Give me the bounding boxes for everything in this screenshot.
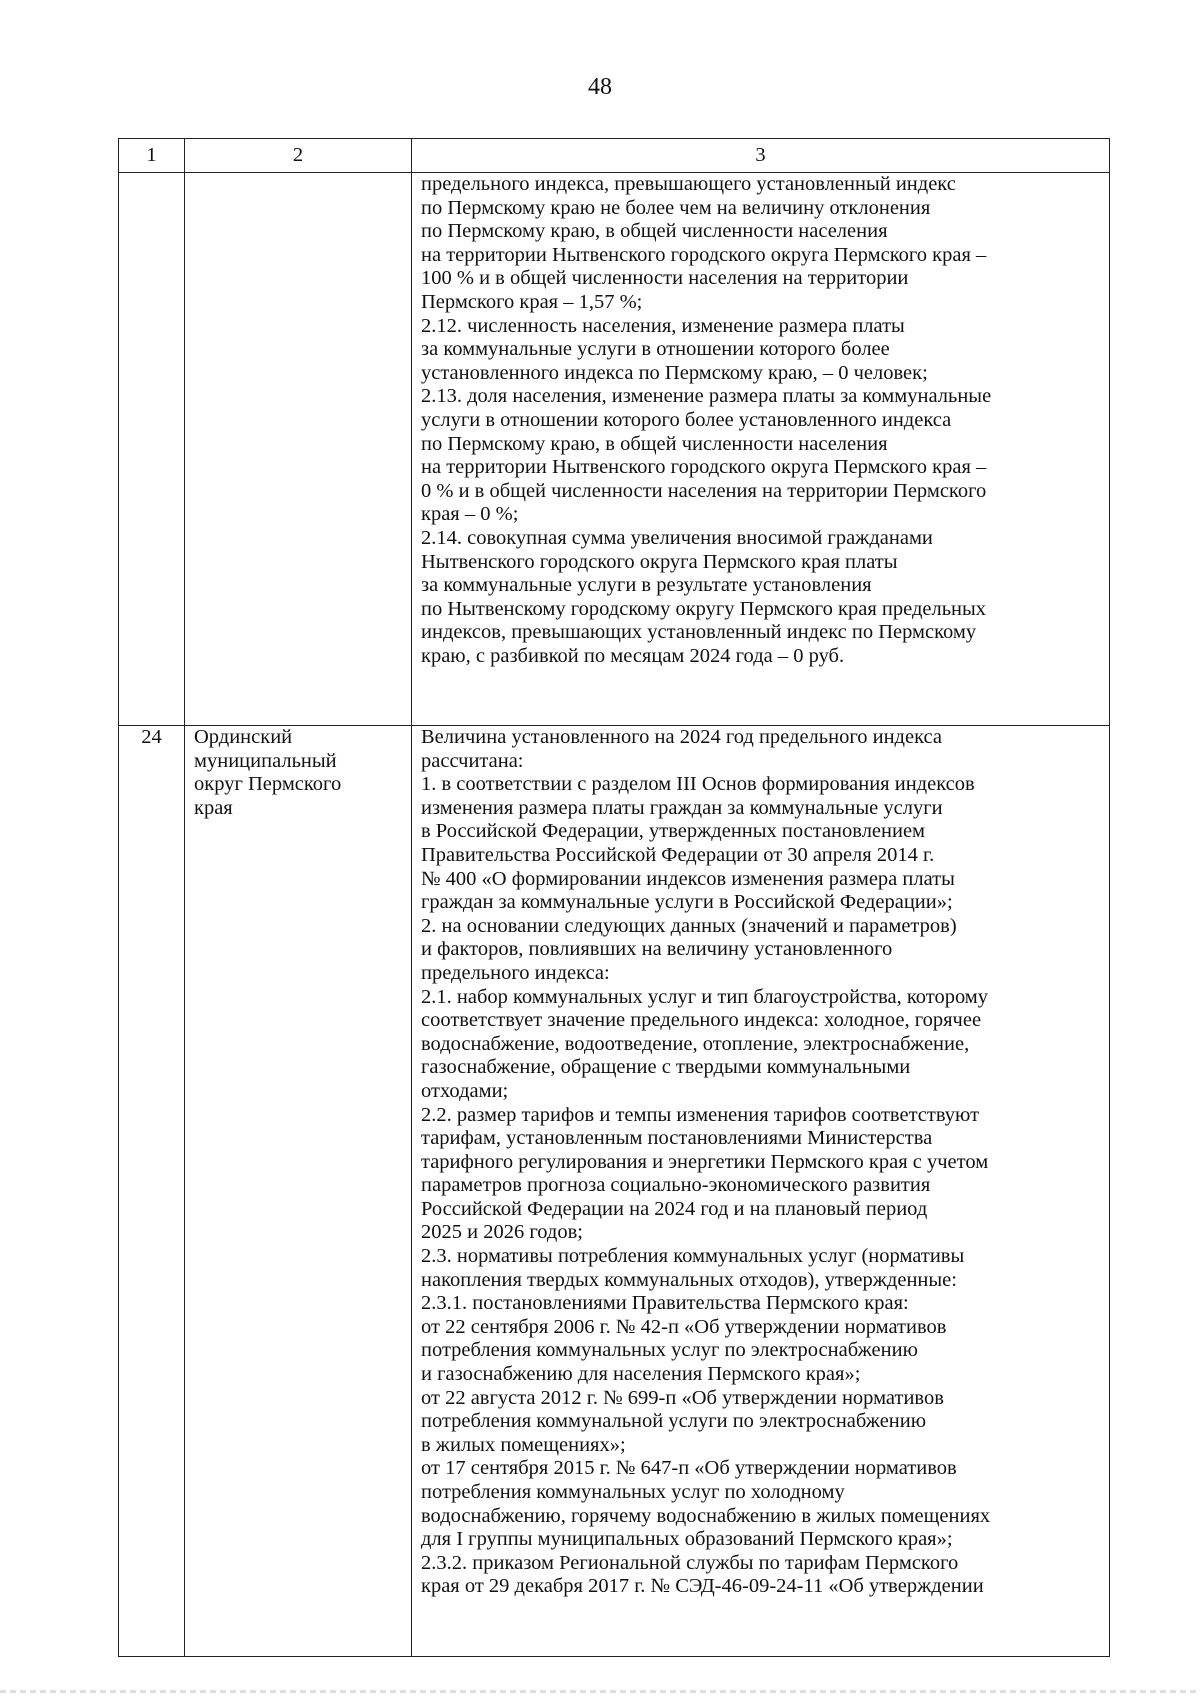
text-line: 2.2. размер тарифов и темпы изменения тарифов соответствуют [421,1103,980,1126]
municipality-cell [185,726,412,1657]
row-number-cell [119,173,185,726]
table-header-row [119,139,1110,173]
header-col-1: 1 [119,139,185,173]
document-table [118,138,1110,1657]
text-line: 0 % и в общей численности населения на территории Пермского [421,479,987,502]
text-line: Пермского края – 1,57 %; [421,290,643,313]
text-line: рассчитана: [421,749,524,772]
header-col-3: 3 [412,139,1110,173]
text-line: края от 29 декабря 2017 г. № СЭД-46-09-24-11 «Об утверждении [421,1575,984,1598]
description-cell [412,726,1110,1657]
municipality-name-line: края [194,796,233,819]
text-line: от 17 сентября 2015 г. № 647-п «Об утверждении нормативов [421,1457,957,1480]
text-line: газоснабжение, обращение с твердыми коммунальными [421,1056,911,1079]
text-line: края – 0 %; [421,503,519,526]
text-line: 2.14. совокупная сумма увеличения вносимой гражданами [421,526,933,549]
text-line: в Российской Федерации, утвержденных постановлением [421,820,926,843]
text-line: параметров прогноза социально-экономического развития [421,1174,931,1197]
text-line: Нытвенского городского округа Пермского края платы [421,550,898,573]
text-line: 2.3. нормативы потребления коммунальных услуг (нормативы [421,1245,965,1268]
text-line: предельного индекса, превышающего установленный индекс [421,173,956,195]
text-line: 2. на основании следующих данных (значений и параметров) [421,914,957,937]
text-line: изменения размера платы граждан за коммунальные услуги [421,796,943,819]
scan-edge-artifact [0,1690,1200,1693]
text-line: 100 % и в общей численности населения на территории [421,267,909,290]
text-line: от 22 сентября 2006 г. № 42-п «Об утверждении нормативов [421,1315,947,1338]
text-line: 2.3.2. приказом Региональной службы по тарифам Пермского [421,1551,959,1574]
text-line: № 400 «О формировании индексов изменения размера платы [421,867,955,890]
text-line: для I группы муниципальных образований Пермского края»; [421,1528,953,1551]
text-line: и газоснабжению для населения Пермского края»; [421,1363,861,1386]
table-body [119,173,1110,1657]
text-line: отходами; [421,1079,509,1102]
text-line: тарифам, установленным постановлениями Министерства [421,1127,933,1150]
table-row [119,173,1110,726]
municipality-name-line: округ Пермского [194,773,342,796]
municipality-name-line: муниципальный [194,749,337,772]
text-line: тарифного регулирования и энергетики Пермского края с учетом [421,1150,989,1173]
text-line: по Нытвенскому городскому округу Пермского края предельных [421,597,987,620]
page-number: 48 [588,74,612,100]
header-col-2: 2 [185,139,412,173]
text-line: потребления коммунальной услуги по электроснабжению [421,1410,927,1433]
row-number-cell: 24 [119,726,185,1657]
text-line: Величина установленного на 2024 год предельного индекса [421,726,942,748]
text-line: индексов, превышающих установленный индекс по Пермскому [421,621,977,644]
text-line: 2.12. численность населения, изменение размера платы [421,314,905,337]
text-line: установленного индекса по Пермскому краю, – 0 человек; [421,361,928,384]
text-line: 2025 и 2026 годов; [421,1221,583,1244]
text-line: накопления твердых коммунальных отходов), утвержденные: [421,1268,957,1291]
text-line: потребления коммунальных услуг по холодному [421,1481,845,1503]
text-line: на территории Нытвенского городского округа Пермского края – [421,456,987,479]
text-line: потребления коммунальных услуг по электроснабжению [421,1339,918,1362]
text-line: по Пермскому краю, в общей численности населения [421,432,888,455]
text-line: Российской Федерации на 2024 год и на плановый период [421,1197,928,1220]
text-line: по Пермскому краю, в общей численности населения [421,220,888,243]
text-line: в жилых помещениях»; [421,1433,626,1456]
text-line: за коммунальные услуги в отношении которого более [421,338,890,361]
text-line: 2.3.1. постановлениями Правительства Пермского края: [421,1292,909,1315]
text-line: соответствует значение предельного индекса: холодное, горячее [421,1009,982,1032]
text-line: 2.1. набор коммунальных услуг и тип благоустройства, которому [421,985,989,1008]
text-line: по Пермскому краю не более чем на величину отклонения [421,196,931,219]
text-line: услуги в отношении которого более установленного индекса [421,408,952,431]
text-line: водоснабжение, водоотведение, отопление, электроснабжение, [421,1032,970,1055]
description-cell [412,173,1110,726]
text-line: от 22 августа 2012 г. № 699-п «Об утверждении нормативов [421,1386,944,1409]
table-row [119,726,1110,1657]
text-line: 1. в соответствии с разделом III Основ формирования индексов [421,773,975,796]
text-line: предельного индекса: [421,961,610,984]
text-line: на территории Нытвенского городского округа Пермского края – [421,243,987,266]
text-line: 2.13. доля населения, изменение размера платы за коммунальные [421,385,992,408]
municipality-name-line: Ординский [194,726,293,748]
text-line: водоснабжению, горячему водоснабжению в жилых помещениях [421,1504,991,1527]
text-line: за коммунальные услуги в результате установления [421,574,872,597]
text-line: и факторов, повлиявших на величину установленного [421,938,893,961]
text-line: краю, с разбивкой по месяцам 2024 года – 0 руб. [421,644,845,667]
text-line: Правительства Российской Федерации от 30 апреля 2014 г. [421,843,935,866]
text-line: граждан за коммунальные услуги в Российской Федерации»; [421,891,953,914]
municipality-cell [185,173,412,726]
